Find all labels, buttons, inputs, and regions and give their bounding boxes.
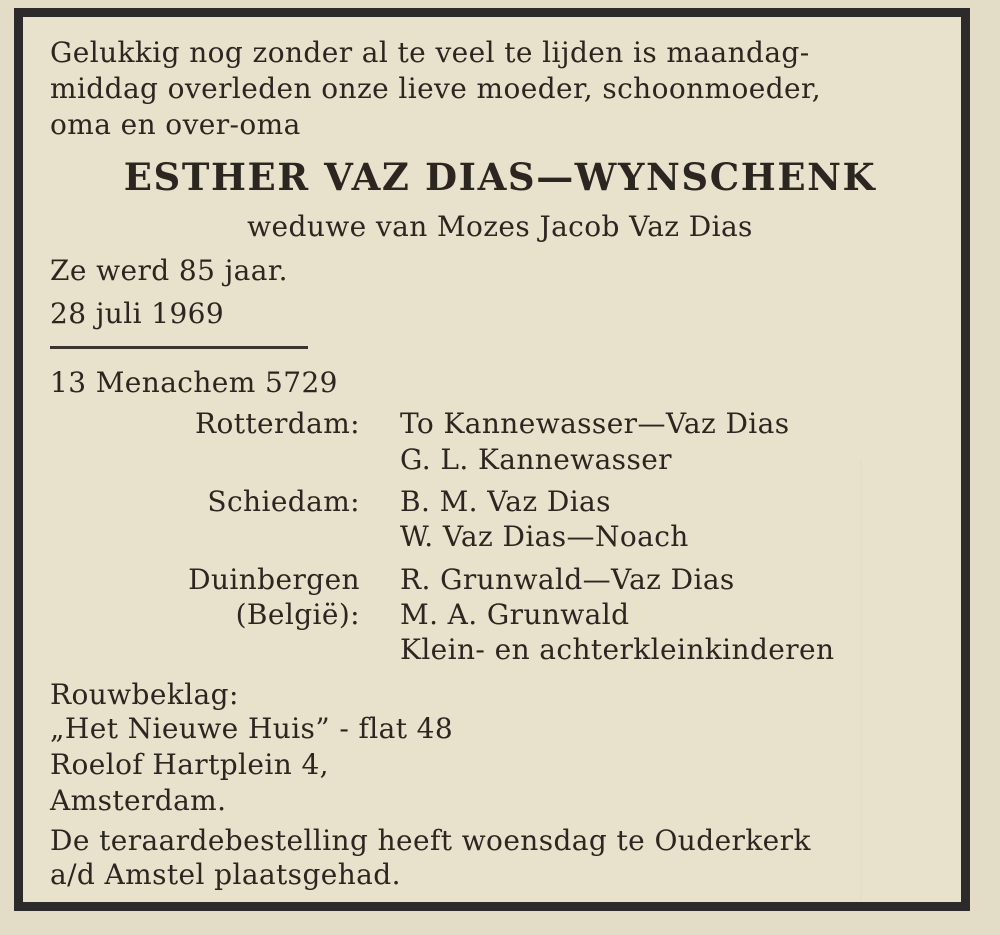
condolence-line-3: Roelof Hartplein 4, xyxy=(50,748,329,781)
family-name: W. Vaz Dias—Noach xyxy=(400,520,689,553)
condolence-line-2: „Het Nieuwe Huis” - flat 48 xyxy=(50,712,454,745)
family-location-belgie: (België): xyxy=(235,598,360,631)
date-line: 28 juli 1969 xyxy=(50,297,225,330)
family-location-duinbergen: Duinbergen xyxy=(188,563,360,596)
divider-rule xyxy=(50,346,308,349)
intro-line-2: middag overleden onze lieve moeder, schoonmoeder, xyxy=(50,72,822,105)
family-name: M. A. Grunwald xyxy=(400,598,630,631)
intro-line-1: Gelukkig nog zonder al te veel te lijden is maandag- xyxy=(50,36,810,69)
family-name: To Kannewasser—Vaz Dias xyxy=(400,407,790,440)
family-name: Klein- en achterkleinkinderen xyxy=(400,633,835,666)
condolence-line-4: Amsterdam. xyxy=(50,784,227,817)
burial-line-1: De teraardebestelling heeft woensdag te Ouderkerk xyxy=(50,824,811,857)
widow-of-line: weduwe van Mozes Jacob Vaz Dias xyxy=(247,210,753,243)
hebrew-date: 13 Menachem 5729 xyxy=(50,366,338,399)
family-name: R. Grunwald—Vaz Dias xyxy=(400,563,735,596)
condolence-line-1: Rouwbeklag: xyxy=(50,678,239,711)
family-location-rotterdam: Rotterdam: xyxy=(195,407,360,440)
family-name: B. M. Vaz Dias xyxy=(400,485,611,518)
age-line: Ze werd 85 jaar. xyxy=(50,254,288,287)
deceased-name: ESTHER VAZ DIAS—WYNSCHENK xyxy=(123,155,877,199)
intro-line-3: oma en over-oma xyxy=(50,108,301,141)
family-location-schiedam: Schiedam: xyxy=(207,485,360,518)
burial-line-2: a/d Amstel plaatsgehad. xyxy=(50,858,401,891)
family-name: G. L. Kannewasser xyxy=(400,443,672,476)
